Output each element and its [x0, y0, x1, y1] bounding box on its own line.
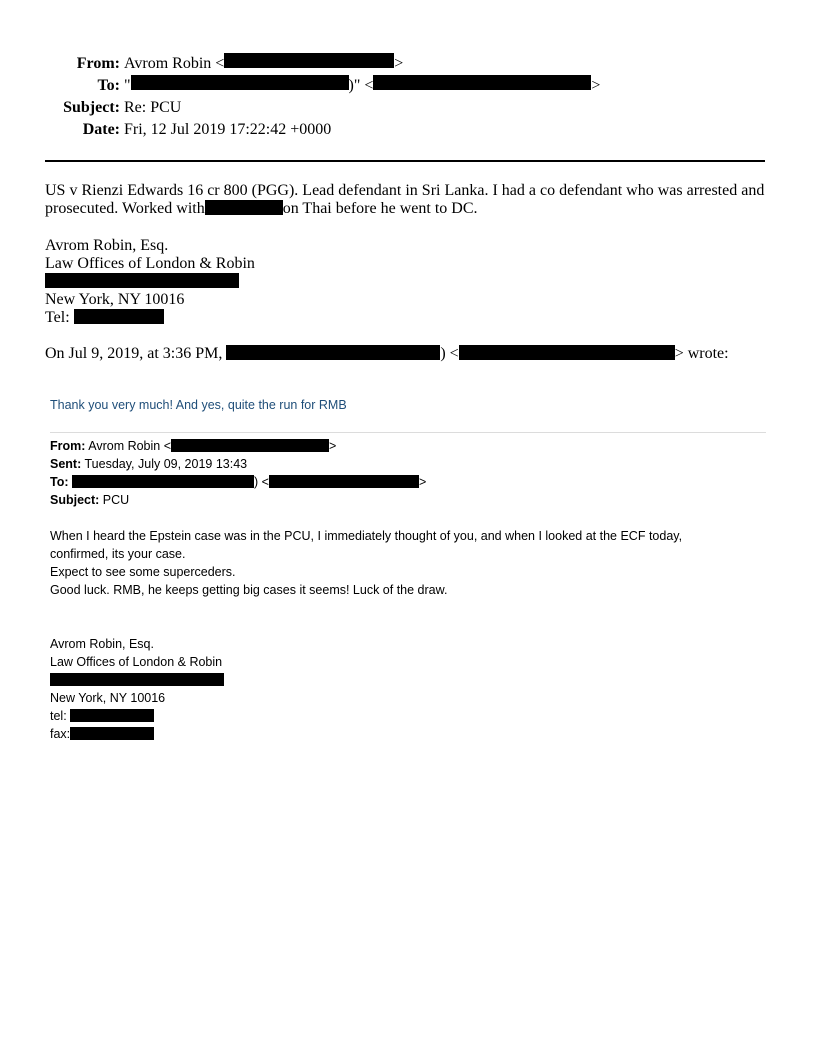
orig-to-row	[50, 473, 766, 491]
attribution-mid: ) <	[440, 345, 459, 362]
original-body	[50, 527, 766, 599]
header-divider	[45, 160, 765, 162]
orig-sig-city: New York, NY 10016	[50, 691, 166, 705]
orig-to-close: >	[418, 475, 427, 489]
orig-body-line: When I heard the Epstein case was in the PCU, I immediately thought of you, and when I looked at the ECF today,	[50, 529, 683, 543]
orig-sig-address-redacted	[50, 671, 766, 689]
orig-sig-tel	[50, 707, 766, 725]
original-header	[50, 437, 766, 509]
message-body	[45, 182, 767, 218]
signature	[45, 237, 767, 327]
redaction	[74, 309, 164, 324]
orig-to-mid: ) <	[254, 475, 269, 489]
sig-address-redacted	[45, 273, 767, 291]
redaction	[45, 273, 239, 288]
redaction	[205, 200, 283, 215]
orig-sig-firm: Law Offices of London & Robin	[50, 655, 223, 669]
body-line-2	[45, 200, 767, 218]
attribution-start: On Jul 9, 2019, at 3:36 PM,	[45, 345, 223, 362]
sig-city: New York, NY 10016	[45, 291, 185, 308]
to-open: "	[124, 77, 131, 94]
from-label: From:	[76, 55, 120, 72]
from-close: >	[394, 55, 404, 72]
sig-tel	[45, 309, 767, 327]
orig-from-value: Avrom Robin <	[88, 439, 172, 453]
redaction	[171, 439, 329, 452]
subject-label: Subject:	[63, 99, 120, 116]
orig-from-row	[50, 437, 766, 455]
body-line-1: US v Rienzi Edwards 16 cr 800 (PGG). Lead defendant in Sri Lanka. I had a co defendant who was arrested and	[45, 182, 765, 199]
attribution-line	[45, 345, 767, 363]
orig-from-label: From:	[50, 439, 86, 453]
sig-name: Avrom Robin, Esq.	[45, 237, 169, 254]
redaction	[226, 345, 440, 360]
orig-sig-fax	[50, 725, 766, 743]
orig-body-line: Expect to see some superceders.	[50, 565, 236, 579]
orig-sent-value: Tuesday, July 09, 2019 13:43	[84, 457, 248, 471]
email-header	[45, 53, 600, 141]
quote-attribution	[45, 345, 767, 363]
redaction	[269, 475, 419, 488]
date-value: Fri, 12 Jul 2019 17:22:42 +0000	[124, 121, 332, 138]
body-line-2-end: on Thai before he went to DC.	[282, 200, 478, 217]
orig-to-label: To:	[50, 475, 69, 489]
redaction	[373, 75, 591, 90]
to-close: >	[591, 77, 601, 94]
header-date-row	[45, 119, 600, 141]
orig-subject-row	[50, 491, 766, 509]
quote-divider	[50, 432, 766, 433]
redaction	[70, 727, 154, 740]
original-signature	[50, 635, 766, 743]
date-label: Date:	[82, 121, 120, 138]
orig-body-line: Good luck. RMB, he keeps getting big cases it seems! Luck of the draw.	[50, 583, 448, 597]
redaction	[72, 475, 254, 488]
header-from-row	[45, 53, 600, 75]
sig-firm: Law Offices of London & Robin	[45, 255, 255, 272]
orig-body-line: confirmed, its your case.	[50, 547, 186, 561]
orig-subject-label: Subject:	[50, 493, 100, 507]
redaction	[459, 345, 675, 360]
subject-value: Re: PCU	[124, 99, 182, 116]
redaction	[224, 53, 394, 68]
orig-from-close: >	[329, 439, 337, 453]
reply-text: Thank you very much! And yes, quite the run for RMB	[50, 398, 347, 412]
from-value: Avrom Robin <	[124, 55, 225, 72]
attribution-end: > wrote:	[674, 345, 729, 362]
sig-tel-label: Tel:	[45, 309, 70, 326]
to-label: To:	[97, 77, 120, 94]
header-subject-row	[45, 97, 600, 119]
orig-sig-fax-label: fax:	[50, 727, 71, 741]
orig-sent-label: Sent:	[50, 457, 82, 471]
redaction	[50, 673, 224, 686]
orig-subject-value: PCU	[102, 493, 130, 507]
redaction	[70, 709, 154, 722]
orig-sig-name: Avrom Robin, Esq.	[50, 637, 154, 651]
redaction	[131, 75, 349, 90]
orig-sent-row	[50, 455, 766, 473]
to-mid: )" <	[348, 77, 374, 94]
orig-sig-tel-label: tel:	[50, 709, 67, 723]
header-to-row	[45, 75, 600, 97]
body-line-2-start: prosecuted. Worked with	[45, 200, 205, 217]
